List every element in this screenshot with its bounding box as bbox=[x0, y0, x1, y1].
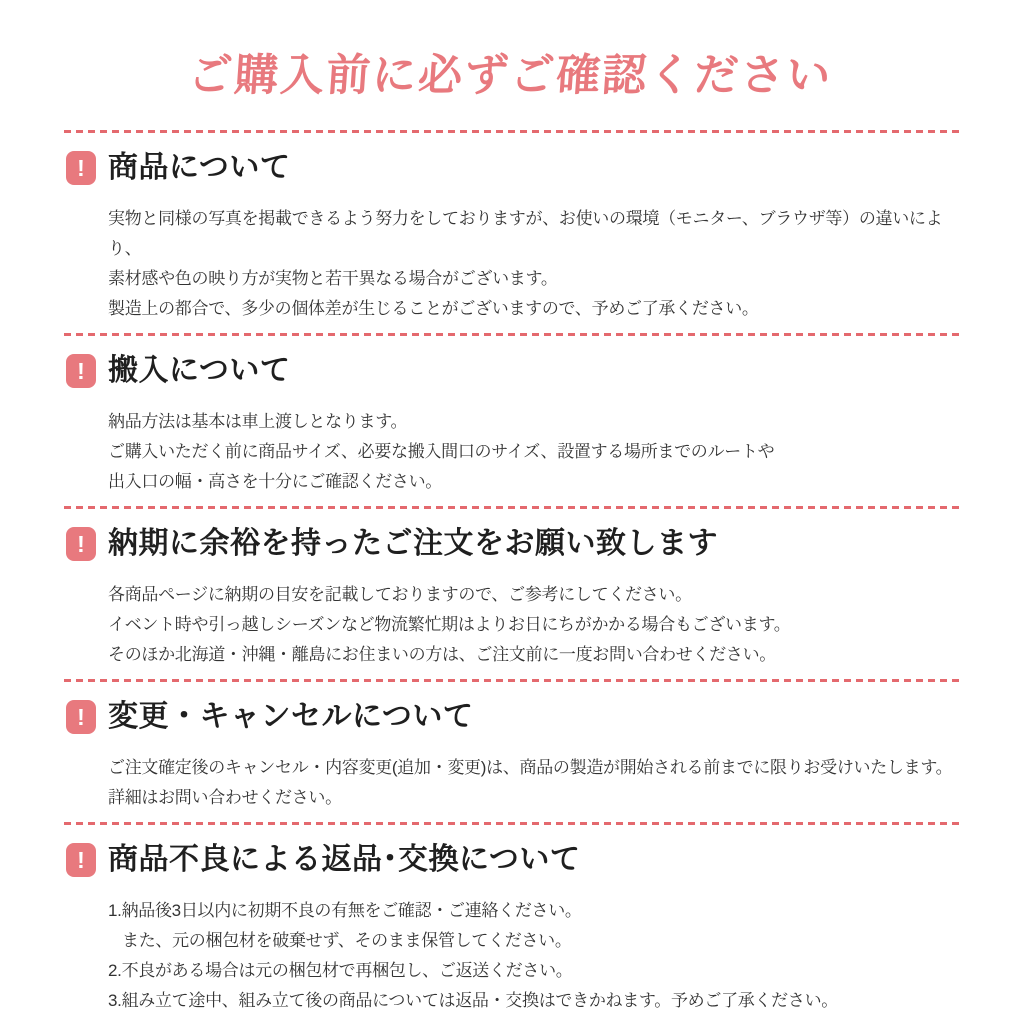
exclamation-icon: ! bbox=[66, 700, 96, 734]
body-line: イベント時や引っ越しシーズンなど物流繁忙期はよりお日にちがかかる場合もございます。 bbox=[108, 615, 791, 634]
body-line: 素材感や色の映り方が実物と若干異なる場合がございます。 bbox=[108, 269, 558, 288]
body-line: 詳細はお問い合わせください。 bbox=[108, 788, 342, 807]
body-line: 出入口の幅・高さを十分にご確認ください。 bbox=[108, 472, 442, 491]
page-title: ご購入前に必ずご確認ください bbox=[186, 51, 834, 100]
exclamation-icon: ! bbox=[66, 354, 96, 388]
section-heading-row bbox=[66, 526, 960, 562]
section-lead-time bbox=[64, 509, 960, 679]
section-heading-row bbox=[66, 842, 960, 878]
body-line: ご購入いただく前に商品サイズ、必要な搬入間口のサイズ、設置する場所までのルートや bbox=[108, 442, 775, 461]
body-line: 実物と同様の写真を掲載できるよう努力をしておりますが、お使いの環境（モニター、ブラウザ等）の違いにより、 bbox=[108, 209, 943, 258]
section-body bbox=[64, 407, 960, 497]
body-line: 2.不良がある場合は元の梱包材で再梱包し、ご返送ください。 bbox=[108, 961, 573, 980]
section-returns-exchange bbox=[64, 825, 960, 1024]
section-body bbox=[64, 204, 960, 324]
section-title: 納期に余裕を持ったご注文をお願い致します bbox=[108, 527, 718, 560]
section-title: 商品不良による返品･交換について bbox=[108, 843, 581, 876]
body-line: また、元の梱包材を破棄せず、そのまま保管してください。 bbox=[122, 931, 572, 950]
section-title: 搬入について bbox=[108, 354, 291, 387]
body-line: そのほか北海道・沖縄・離島にお住まいの方は、ご注文前に一度お問い合わせください。 bbox=[108, 645, 776, 664]
section-body bbox=[64, 753, 960, 813]
section-heading-row bbox=[66, 150, 960, 186]
section-heading-row bbox=[66, 699, 960, 735]
exclamation-icon: ! bbox=[66, 527, 96, 561]
section-about-product bbox=[64, 133, 960, 333]
exclamation-icon: ! bbox=[66, 151, 96, 185]
section-heading-row bbox=[66, 353, 960, 389]
section-change-cancel bbox=[64, 682, 960, 822]
body-line: 納品方法は基本は車上渡しとなります。 bbox=[108, 412, 408, 431]
section-title: 商品について bbox=[108, 151, 291, 184]
body-line: 各商品ページに納期の目安を記載しておりますので、ご参考にしてください。 bbox=[108, 585, 692, 604]
body-line: 1.納品後3日以内に初期不良の有無をご確認・ご連絡ください。 bbox=[108, 901, 582, 920]
section-body bbox=[64, 580, 960, 670]
body-line: 3.組み立て途中、組み立て後の商品については返品・交換はできかねます。予めご了承ください。 bbox=[108, 991, 838, 1010]
body-line: 製造上の都合で、多少の個体差が生じることがございますので、予めご了承ください。 bbox=[108, 299, 759, 318]
body-line: ご注文確定後のキャンセル・内容変更(追加・変更)は、商品の製造が開始される前までに限りお受けいたします。 bbox=[108, 758, 953, 777]
section-delivery bbox=[64, 336, 960, 506]
exclamation-icon: ! bbox=[66, 843, 96, 877]
section-title: 変更・キャンセルについて bbox=[108, 700, 474, 733]
section-body bbox=[64, 896, 960, 1016]
